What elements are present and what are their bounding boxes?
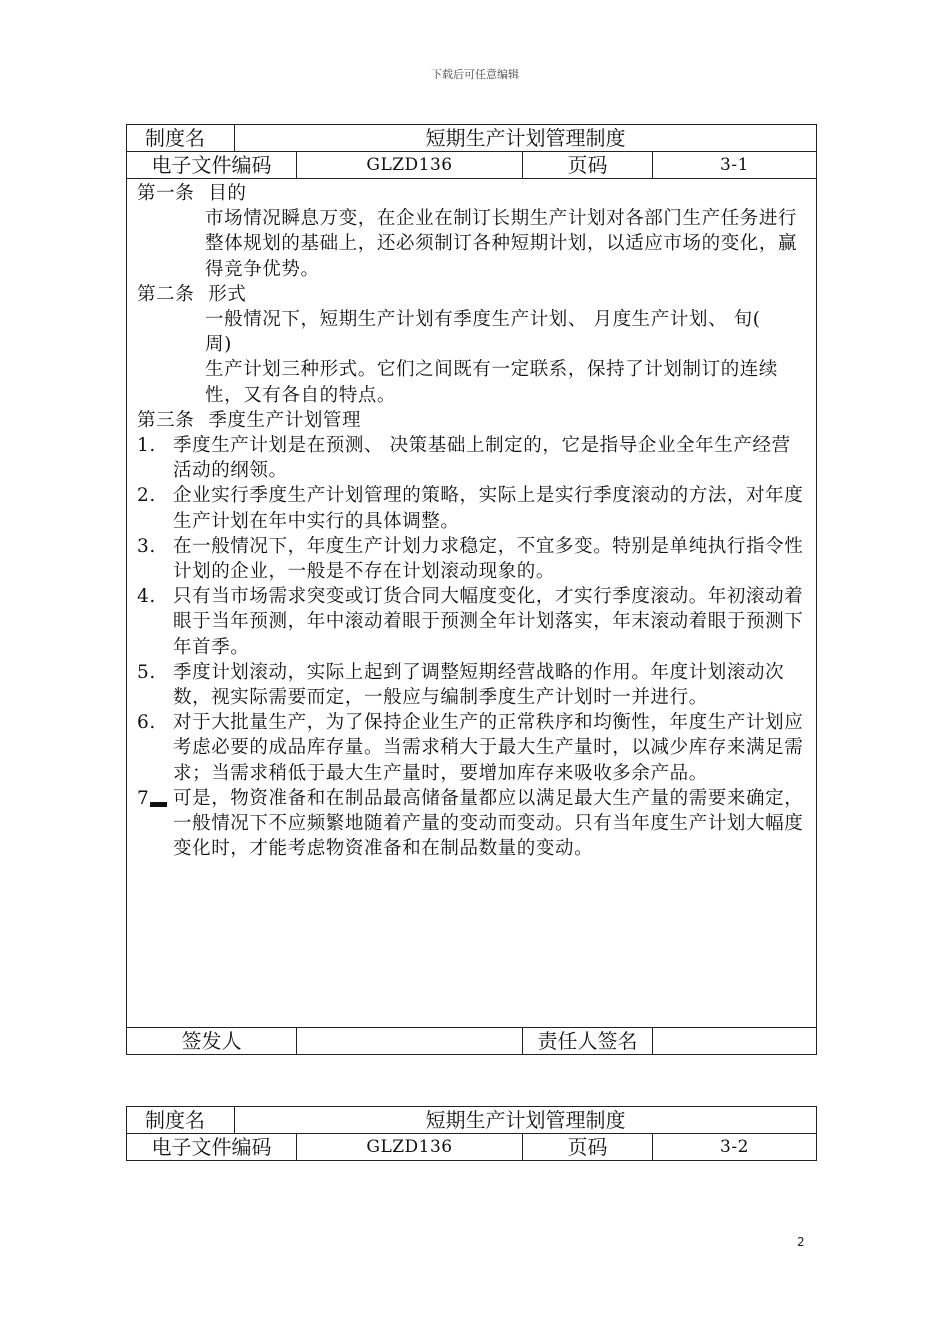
article-title: 形式 xyxy=(208,283,247,305)
list-item xyxy=(137,584,806,660)
article-1 xyxy=(137,181,806,282)
article-paragraph: 一般情况下，短期生产计划有季度生产计划、 月度生产计划、 旬( 周) xyxy=(205,309,761,356)
file-code-label: 电子文件编码 xyxy=(127,1134,297,1161)
policy-body xyxy=(127,179,817,1028)
item-text: 季度生产计划是在预测、 决策基础上制定的，它是指导企业全年生产经营活动的纲领。 xyxy=(173,435,791,482)
item-number: 6. xyxy=(137,712,156,734)
article-paragraph: 生产计划三种形式。它们之间既有一定联系，保持了计划制订的连续性，又有各自的特点。 xyxy=(205,359,779,406)
article-heading: 第二条 xyxy=(137,283,195,305)
article-heading: 第三条 xyxy=(137,409,195,431)
article-2 xyxy=(137,282,806,408)
responsible-signature-field[interactable] xyxy=(653,1028,817,1055)
file-code-value: GLZD136 xyxy=(297,152,523,179)
item-number: 7 xyxy=(137,787,150,809)
file-code-value: GLZD136 xyxy=(297,1134,523,1161)
policy-name-label: 制度名 xyxy=(127,1107,235,1134)
page-value: 3-2 xyxy=(653,1134,817,1161)
document-table-1 xyxy=(126,124,817,1055)
item-text: 季度计划滚动，实际上起到了调整短期经营战略的作用。年度计划滚动次数，视实际需要而定，一般应与编制季度生产计划时一并进行。 xyxy=(173,661,785,709)
policy-title: 短期生产计划管理制度 xyxy=(235,1107,817,1134)
responsible-signature-label: 责任人签名 xyxy=(523,1028,653,1055)
item-number: 4. xyxy=(137,586,156,608)
list-item xyxy=(137,433,806,483)
item-text: 在一般情况下，年度生产计划力求稳定，不宜多变。特别是单纯执行指令性计划的企业，一般是不存在计划滚动现象的。 xyxy=(173,535,804,583)
policy-title: 短期生产计划管理制度 xyxy=(235,125,817,152)
list-item xyxy=(137,483,806,533)
page-label: 页码 xyxy=(523,1134,653,1161)
document-table-2 xyxy=(126,1106,817,1161)
issuer-label: 签发人 xyxy=(127,1028,297,1055)
article-3 xyxy=(137,408,806,862)
article-paragraph: 市场情况瞬息万变，在企业在制订长期生产计划对各部门生产任务进行整体规划的基础上，还必须制订各种短期计划，以适应市场的变化，赢得竞争优势。 xyxy=(205,208,798,280)
list-item xyxy=(137,660,806,710)
page-number: 2 xyxy=(797,1235,805,1249)
item-text: 可是，物资准备和在制品最高储备量都应以满足最大生产量的需要来确定，一般情况下不应频繁地随着产量的变动而变动。只有当年度生产计划大幅度变化时，才能考虑物资准备和在制品数量的变动。 xyxy=(173,787,804,860)
item-number: 1. xyxy=(137,435,156,457)
item-text: 只有当市场需求突变或订货合同大幅度变化，才实行季度滚动。年初滚动着眼于当年预测，年中滚动着眼于预测全年计划落实，年末滚动着眼于预测下年首季。 xyxy=(173,586,804,658)
list-item xyxy=(137,710,806,786)
item-number-with-mark xyxy=(137,786,173,811)
page-value: 3-1 xyxy=(653,152,817,179)
item-number: 5. xyxy=(137,661,156,683)
article-title: 目的 xyxy=(208,183,247,204)
list-item xyxy=(137,786,806,862)
item-text: 对于大批量生产，为了保持企业生产的正常秩序和均衡性，年度生产计划应考虑必要的成品库存量。当需求稍大于最大生产量时，以减少库存来满足需求；当需求稍低于最大生产量时，要增加库存来吸收多余产品。 xyxy=(173,712,804,784)
redaction-mark-icon xyxy=(150,802,167,807)
list-item xyxy=(137,534,806,584)
article-heading: 第一条 xyxy=(137,183,195,204)
policy-name-label: 制度名 xyxy=(127,125,235,152)
item-text: 企业实行季度生产计划管理的策略，实际上是实行季度滚动的方法，对年度生产计划在年中实行的具体调整。 xyxy=(173,485,804,532)
item-number: 3. xyxy=(137,535,156,557)
item-number: 2. xyxy=(137,485,156,507)
page-label: 页码 xyxy=(523,152,653,179)
top-note: 下载后可任意编辑 xyxy=(431,68,519,81)
article-title: 季度生产计划管理 xyxy=(208,409,362,431)
file-code-label: 电子文件编码 xyxy=(127,152,297,179)
issuer-field[interactable] xyxy=(297,1028,523,1055)
